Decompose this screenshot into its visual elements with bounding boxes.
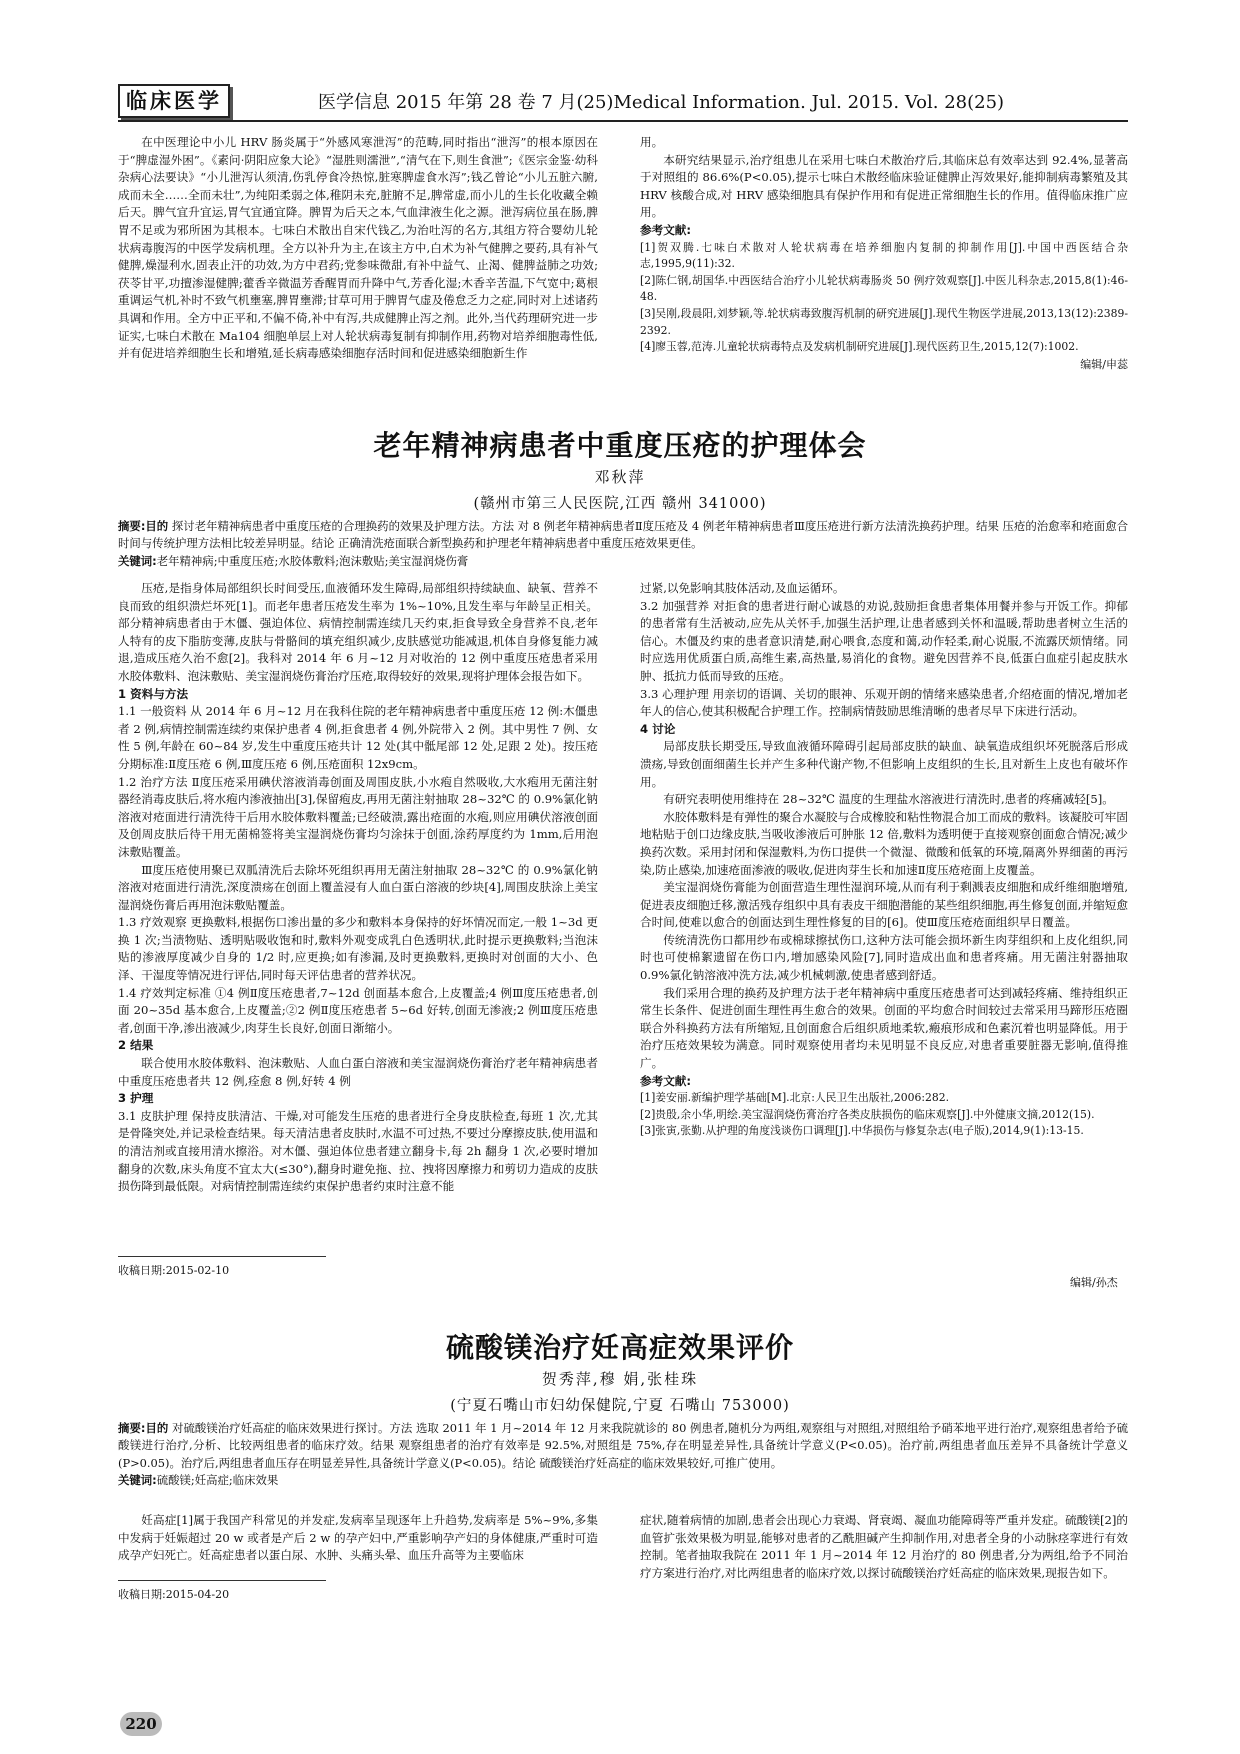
section-tag: 临床医学 (118, 84, 230, 118)
body-paragraph: 局部皮肤长期受压,导致血液循环障碍引起局部皮肤的缺血、缺氧造成组织坏死脱落后形成溃疡,导致创面细菌生长并产生多种代谢产物,不但影响上皮组织的生长,且对新生上皮也有破坏作用。 (640, 739, 1128, 789)
reference-item: [4]廖玉蓉,范涛.儿童轮状病毒特点及发病机制研究进展[J].现代医药卫生,2015,12(7):1002. (640, 340, 1079, 354)
reference-item: [3]吴刚,段晨阳,刘梦颖,等.轮状病毒致腹泻机制的研究进展[J].现代生物医学进展,2013,13(12):2389-2392. (640, 306, 1128, 337)
section-heading: 1 资料与方法 (118, 686, 189, 701)
reference-item: [1]姜安丽.新编护理学基础[M].北京:人民卫生出版社,2006:282. (640, 1091, 950, 1105)
article-affiliation: (宁夏石嘴山市妇幼保健院,宁夏 石嘴山 753000) (450, 1398, 790, 1414)
reference-item: [2]陈仁钢,胡国华.中西医结合治疗小儿轮状病毒肠炎 50 例疗效观察[J].中医儿科杂志,2015,8(1):46-48. (640, 273, 1128, 304)
journal-citation: 医学信息 2015 年第 28 卷 7 月(25)Medical Information. Jul. 2015. Vol. 28(25) (318, 92, 1005, 113)
editor-credit: 编辑/孙杰 (1070, 1276, 1118, 1289)
keywords-label: 关键词: (118, 553, 157, 568)
section-heading: 2 结果 (118, 1038, 154, 1053)
editor-credit: 编辑/申蕊 (1080, 357, 1128, 371)
article-author: 邓秋萍 (594, 468, 646, 486)
keywords-label: 关键词: (118, 1473, 157, 1488)
abstract-label: 摘要:目的 (118, 1421, 169, 1435)
references-heading: 参考文献: (640, 222, 692, 237)
header-rule (118, 120, 1128, 122)
body-paragraph: 水胶体敷料是有弹性的聚合水凝胶与合成橡胶和粘性物混合加工而成的敷料。该凝胶可牢固地粘贴于创口边缘皮肤,当吸收渗液后可肿胀 12 倍,敷料为透明便于直接观察创面愈合情况;减少换药次数。采用封闭和保湿敷料,为伤口提供一个微湿、微酸和低氧的环境,隔离外界细菌的再污染,防止感染,加速疮面渗液的吸收,促进肉芽生长和加速Ⅱ度压疮疮面上皮覆盖。 (640, 809, 1128, 877)
article-affiliation: (赣州市第三人民医院,江西 赣州 341000) (473, 496, 767, 512)
article-abstract (118, 518, 1128, 570)
page-header (118, 82, 1128, 120)
article1-right-column (640, 580, 1128, 1140)
body-paragraph: 我们采用合理的换药及护理方法于老年精神病中重度压疮患者可达到减轻疼痛、维持组织正常生长条件、促进创面生理性再生愈合的效果。创面的平均愈合时间较过去常采用马蹄形压疮圈联合外科换药方法有所缩短,且创面愈合后组织质地柔软,瘢痕形成和色素沉着也明显降低。用于治疗压疮效果较为满意。同时观察使用者均未见明显不良反应,对患者重要脏器无影响,值得推广。 (640, 985, 1128, 1071)
reference-item: [3]张寅,张勤.从护理的角度浅谈伤口调理[J].中华损伤与修复杂志(电子版),2014,9(1):13-15. (640, 1124, 1084, 1138)
references-heading: 参考文献: (640, 1073, 692, 1088)
keywords-text: 老年精神病;中重度压疮;水胶体敷料;泡沫敷贴;美宝湿润烧伤膏 (156, 553, 469, 568)
abstract-label: 摘要:目的 (118, 519, 169, 533)
body-paragraph: 3.2 加强营养 对拒食的患者进行耐心诚恳的劝说,鼓励拒食患者集体用餐并参与开饭工作。抑郁的患者常有生活被动,应先从关怀手,加强生活护理,让患者感到关怀和温暖,帮助患者树立生活的信心。木僵及约束的患者意识清楚,耐心喂食,态度和蔼,动作轻柔,耐心说服,不流露厌烦情绪。同时应选用优质蛋白质,高维生素,高热量,易消化的食物。避免因营养不良,低蛋白血症引起皮肤水肿、抵抗力低而导致的压疮。 (640, 598, 1128, 683)
prev-article-right-column (640, 134, 1128, 373)
body-paragraph: 传统清洗伤口都用纱布或棉球擦拭伤口,这种方法可能会损坏新生肉芽组织和上皮化组织,同时也可使棉絮遗留在伤口内,增加感染风险[7],同时造成出血和患者疼痛。用无菌注射器抽取 0.9%氯化钠溶液冲洗方法,减少机械刺激,使患者感到舒适。 (640, 932, 1128, 983)
article-author: 贺秀萍,穆 娟,张桂珠 (541, 1370, 699, 1388)
abstract-text: 探讨老年精神病患者中重度压疮的合理换药的效果及护理方法。方法 对 8 例老年精神病患者Ⅱ度压疮及 4 例老年精神病患者Ⅲ度压疮进行新方法清洗换药护理。结果 压疮的治愈率和疮面愈合时间与传统护理方法相比较差异明显。结论 正确清洗疮面联合新型换药和护理老年精神病患者中重度压疮效果更佳。 (118, 519, 1128, 551)
body-paragraph: 压疮,是指身体局部组织长时间受压,血液循环发生障碍,局部组织持续缺血、缺氧、营养不良而致的组织溃烂坏死[1]。而老年患者压疮发生率为 1%~10%,且发生率与年龄呈正相关。部分精神病患者由于木僵、强迫体位、病情控制需连续几天约束,拒食导致全身营养不良,老年人特有的皮下脂肪变薄,皮肤与骨骼间的填充组织减少,皮肤感觉功能减退,机体自身修复能力减退,造成压疮久治不愈[2]。我科对 2014 年 6 月~12 月对收治的 12 例中重度压疮患者采用水胶体敷料、泡沫敷贴、美宝湿润烧伤膏治疗压疮,取得较好的效果,现将护理体会报告如下。 (118, 581, 598, 683)
body-paragraph: 3.3 心理护理 用亲切的语调、关切的眼神、乐观开朗的情绪来感染患者,介绍疮面的情况,增加老年人的信心,使其积极配合护理工作。控制病情鼓励思维清晰的患者尽早下床进行活动。 (640, 686, 1128, 719)
received-date: 收稿日期:2015-04-20 (118, 1588, 230, 1601)
body-paragraph: 用。 (640, 135, 664, 149)
body-paragraph: 1.3 疗效观察 更换敷料,根据伤口渗出量的多少和敷料本身保持的好坏情况而定,一般 1~3d 更换 1 次;当渍物贴、透明贴吸收饱和时,敷料外观变成乳白色透明状,此时提示更换敷料;当泡沫贴的渗液厚度减少自身的 1/2 时,应更换;如有渗漏,及时更换敷料,更换时对创面的大小、色泽、干湿度等情况进行评估,同时每天评估患者的营养状况。 (118, 915, 598, 983)
body-paragraph: 症状,随着病情的加剧,患者会出现心力衰竭、肾衰竭、凝血功能障碍等严重并发症。硫酸镁[2]的血管扩张效果极为明显,能够对患者的乙酰胆碱产生抑制作用,对患者全身的小动脉痉挛进行有效控制。笔者抽取我院在 2011 年 1 月~2014 年 12 月治疗的 80 例患者,分为两组,给予不同治疗方案进行治疗,对比两组患者的临床疗效,以探讨硫酸镁治疗妊高症的临床效果,现报告如下。 (640, 1513, 1128, 1580)
article2-right-column (640, 1512, 1128, 1582)
body-paragraph: 过紧,以免影响其肢体活动,及血运循环。 (640, 581, 845, 595)
article1-left-column (118, 580, 598, 1196)
section-heading: 4 讨论 (640, 721, 676, 736)
body-paragraph: 本研究结果显示,治疗组患儿在采用七味白术散治疗后,其临床总有效率达到 92.4%,显著高于对照组的 86.6%(P<0.05),提示七味白术散经临床验证健脾止泻效果好,能抑制病毒繁殖及其 HRV 核酸合成,对 HRV 感染细胞具有保护作用和有促进正常细胞生长的作用。值得临床推广应用。 (640, 152, 1128, 220)
body-paragraph: 有研究表明使用维持在 28~32℃ 温度的生理盐水溶液进行清洗时,患者的疼痛减轻[5]。 (663, 792, 1114, 807)
body-paragraph: 美宝湿润烧伤膏能为创面营造生理性湿润环境,从而有利于剩溅表皮细胞和成纤维细胞增殖,促进表皮细胞迁移,激活残存组织中具有表皮干细胞潜能的某些组织细胞,再生修复创面,并缩短愈合时间,使难以愈合的创面达到生理性修复的目的[6]。使Ⅲ度压疮疮面组织早日覆盖。 (640, 880, 1128, 930)
article2-left-column (118, 1512, 598, 1565)
article-abstract (118, 1420, 1128, 1490)
received-date: 收稿日期:2015-02-10 (118, 1264, 230, 1277)
section-heading: 3 护理 (118, 1091, 154, 1106)
body-paragraph: 在中医理论中小儿 HRV 肠炎属于“外感风寒泄泻”的范畴,同时指出“泄泻”的根本原因在于“脾虚湿外困”。《素问·阴阳应象大论》“湿胜则濡泄”,“清气在下,则生食泄”;《医宗金鉴·幼科杂病心法要诀》“小儿泄泻认须清,伤乳停食冷热惊,脏寒脾虚食水泻”;钱乙曾论“小儿五脏六腑,成而未全……全而未壮”,为纯阳柔弱之体,稚阴未充,脏腑不足,脾常虚,而小儿的生长化收藏全赖后天。脾气宜升宜运,胃气宜通宜降。脾胃为后天之本,气血津液生化之源。泄泻病位虽在肠,脾胃不足或为邪所困为其根本。七味白术散出自宋代钱乙,为治吐泻的名方,其组方符合婴幼儿轮状病毒腹泻的中医学发病机理。全方以补升为主,在该主方中,白术为补气健脾之要药,具有补气健脾,燥湿利水,固表止汗的功效,为方中君药;党参味微甜,有补中益气、止渴、健脾益肺之功效;茯苓甘平,功擅渗湿健脾;藿香辛微温芳香醒胃而升降中气,芳香化湿;木香辛苦温,下气宽中;葛根重调运气机,补时不致气机壅塞,脾胃壅滞;甘草可用于脾胃气虚及倦怠乏力之症,同时对上述诸药具调和作用。全方中正平和,不偏不倚,补中有泻,共成健脾止泻之剂。此外,当代药理研究进一步证实,七味白术散在 Ma104 细胞单层上对人轮状病毒复制有抑制作用,药物对培养细胞毒性低,并有促进培养细胞生长和增殖,延长病毒感染细胞存活时间和促进感染细胞新生作 (118, 135, 598, 361)
page-number: 220 (120, 1712, 162, 1736)
body-paragraph: 3.1 皮肤护理 保持皮肤清洁、干燥,对可能发生压疮的患者进行全身皮肤检查,每班 1 次,尤其是骨隆突处,并记录检查结果。每天清洁患者皮肤时,水温不可过热,不要过分摩擦皮肤,使用温和的清洁剂或直接用清水擦浴。对木僵、强迫体位患者建立翻身卡,每 2h 翻身 1 次,必要时增加翻身的次数,床头角度不宜太大(≤30°),翻身时避免拖、拉、拽将因摩擦力和剪切力造成的皮肤损伤降到最低限。对病情控制需连续约束保护患者约束时注意不能 (118, 1108, 598, 1194)
prev-article-left-column (118, 134, 598, 363)
footnote-rule (118, 1256, 326, 1257)
article-title: 硫酸镁治疗妊高症效果评价 (445, 1331, 794, 1364)
reference-item: [1]贺双腾.七味白术散对人轮状病毒在培养细胞内复制的抑制作用[J].中国中西医结合杂志,1995,9(11):32. (640, 240, 1128, 271)
reference-item: [2]贵殷,余小华,明绘.美宝湿润烧伤膏治疗各类皮肤损伤的临床观察[J].中外健康文摘,2012(15). (640, 1107, 1095, 1121)
body-paragraph: 妊高症[1]属于我国产科常见的并发症,发病率呈现逐年上升趋势,发病率是 5%~9%,多集中发病于妊娠超过 20 w 或者是产后 2 w 的孕产妇中,严重影响孕产妇的身体健康,严重时可造成孕产妇死亡。妊高症患者以蛋白尿、水肿、头痛头晕、血压升高等为主要临床 (118, 1513, 598, 1563)
body-paragraph: 1.2 治疗方法 Ⅱ度压疮采用碘伏溶液消毒创面及周围皮肤,小水疱自然吸收,大水疱用无菌注射器经消毒皮肤后,将水疱内渗液抽出[3],保留疱皮,再用无菌注射抽取 28~32℃ 的 0.9%氯化钠溶液对疮面进行清洗待干后用水胶体敷料覆盖;已经破溃,露出疮面的水疱,则应用碘伏溶液创面及创周皮肤后待干用无菌棉签将美宝湿润烧伤膏均匀涂抹于创面,涂药厚度约为 1mm,后用泡沫敷贴覆盖。 (118, 774, 598, 859)
footnote-rule (118, 1580, 326, 1581)
body-paragraph: Ⅲ度压疮使用聚已双胍清洗后去除坏死组织再用无菌注射抽取 28~32℃ 的 0.9%氯化钠溶液对疮面进行清洗,深度溃疡在创面上覆盖浸有人血白蛋白溶液的纱块[4],周围皮肤涂上美宝湿润烧伤膏后再用泡沫敷贴覆盖。 (118, 862, 598, 912)
body-paragraph: 联合使用水胶体敷料、泡沫敷贴、人血白蛋白溶液和美宝湿润烧伤膏治疗老年精神病患者中重度压疮患者共 12 例,痊愈 8 例,好转 4 例 (118, 1056, 598, 1088)
keywords-text: 硫酸镁;妊高症;临床效果 (156, 1473, 279, 1488)
article-title: 老年精神病患者中重度压疮的护理体会 (373, 429, 867, 462)
abstract-text: 对硫酸镁治疗妊高症的临床效果进行探讨。方法 选取 2011 年 1 月~2014 年 12 月来我院就诊的 80 例患者,随机分为两组,观察组与对照组,对照组给予硝苯地平进行治疗,观察组患者给予硫酸镁进行治疗,分析、比较两组患者的临床疗效。结果 观察组患者的治疗有效率是 92.5%,对照组是 75%,存在明显差异性,具备统计学意义(P<0.05)。治疗前,两组患者血压差异不具备统计学意义(P>0.05)。治疗后,两组患者血压存在明显差异性,具备统计学意义(P<0.05)。结论 硫酸镁治疗妊高症的临床效果较好,可推广使用。 (118, 1421, 1128, 1470)
body-paragraph: 1.4 疗效判定标准 ①4 例Ⅱ度压疮患者,7~12d 创面基本愈合,上皮覆盖;4 例Ⅲ度压疮患者,创面 20~35d 基本愈合,上皮覆盖;②2 例Ⅱ度压疮患者 5~6d 好转,创面无渗液;2 例Ⅲ度压疮患者,创面干净,渗出液减少,肉芽生长良好,创面日渐缩小。 (118, 985, 598, 1035)
body-paragraph: 1.1 一般资料 从 2014 年 6 月~12 月在我科住院的老年精神病患者中重度压疮 12 例:木僵患者 2 例,病情控制需连续约束保护患者 4 例,拒食患者 4 例,外院带入 2 例。其中男性 7 例、女性 5 例,年龄在 60~84 岁,发生中重度压疮共计 12 处(其中骶尾部 12 处,足跟 2 处)。按压疮分期标准:Ⅱ度压疮 6 例,Ⅲ度压疮 6 例,压疮面积 12x9cm。 (118, 704, 598, 771)
